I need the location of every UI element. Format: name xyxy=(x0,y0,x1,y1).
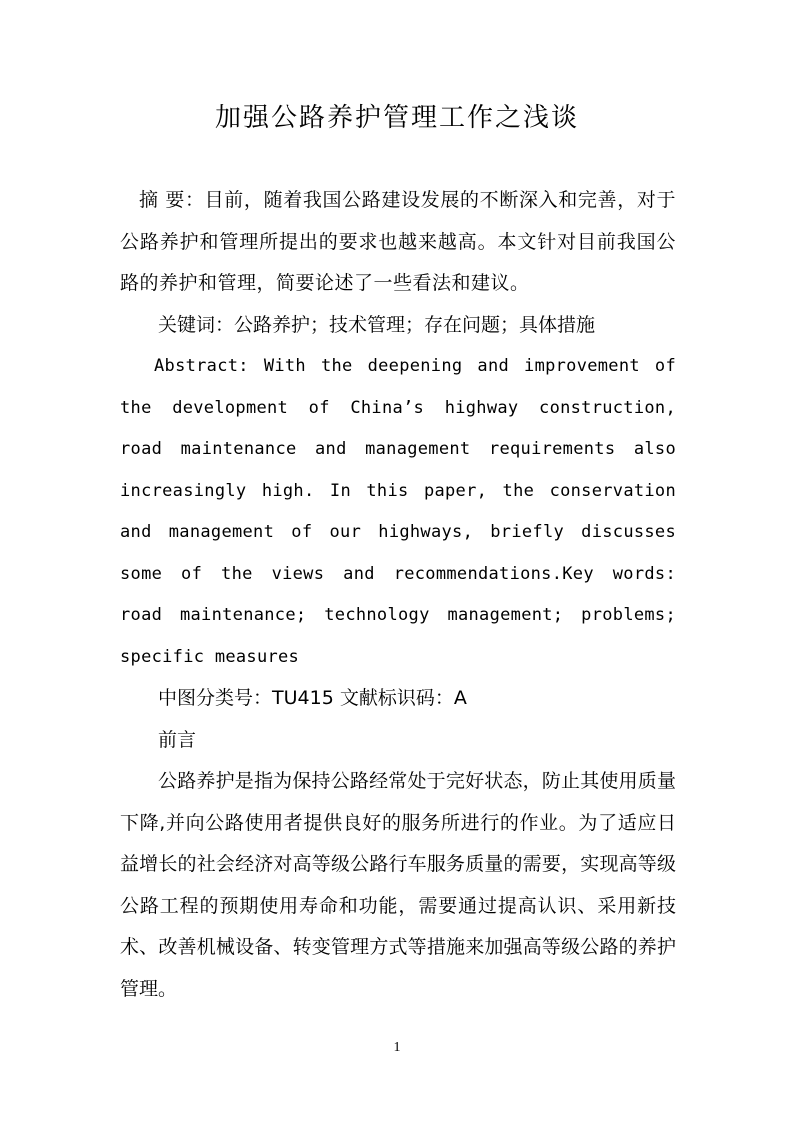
abstract-chinese: 摘 要：目前，随着我国公路建设发展的不断深入和完善，对于公路养护和管理所提出的要求也越来越高。本文针对目前我国公路的养护和管理，简要论述了一些看法和建议。 xyxy=(120,189,676,294)
keywords-chinese: 关键词：公路养护；技术管理；存在问题；具体措施 xyxy=(158,313,596,336)
document-title: 加强公路养护管理工作之浅谈 xyxy=(214,103,579,133)
document-body xyxy=(120,180,676,1010)
classification-line: 中图分类号：TU415 文献标识码：A xyxy=(158,687,467,709)
abstract-english: Abstract: With the deepening and improvement of the development of China’s highway construction, road maintenance and management requirements also increasingly high. In this paper, the conservation and management of our highways, briefly discusses some of the views and recommendations.Key words: road maintenance; technology management; problems; specific measures xyxy=(120,356,676,667)
page-number: 1 xyxy=(393,1040,401,1055)
foreword-paragraph: 公路养护是指为保持公路经常处于完好状态，防止其使用质量下降,并向公路使用者提供良好的服务所进行的作业。为了适应日益增长的社会经济对高等级公路行车服务质量的需要，实现高等级公路工程的预期使用寿命和功能，需要通过提高认识、采用新技术、改善机械设备、转变管理方式等措施来加强高等级公路的养护管理。 xyxy=(120,770,676,1000)
foreword-heading: 前言 xyxy=(158,728,197,751)
